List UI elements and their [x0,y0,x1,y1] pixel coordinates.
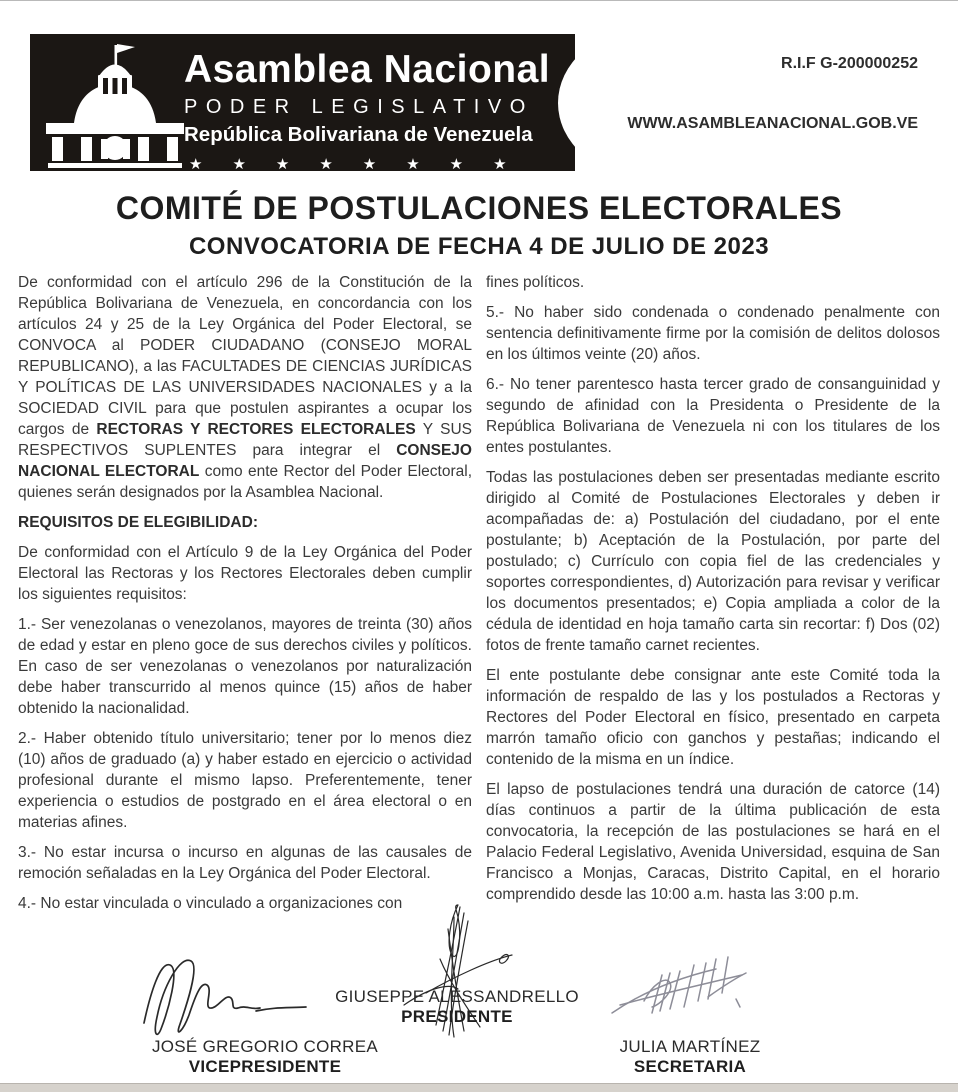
page-subtitle: CONVOCATORIA DE FECHA 4 DE JULIO DE 2023 [188,233,770,260]
rif-number: R.I.F G-200000252 [781,55,918,72]
stars-row: ★★★★★★★★ [189,155,537,171]
secretary-signature-scribble [608,947,780,1041]
page-bottom-edge [0,1083,958,1092]
assembly-title: Asamblea Nacional [184,48,551,91]
paragraph: De conformidad con el artículo 296 de la Constitución de la República Bolivariana de Venezuela, en concordancia con los artículos 24 y 25 de la Ley Orgánica del Poder Electoral, se CONVOCA al PODER CIUDADANO (CONSEJO MORAL REPUBLICANO), a las FACULTADES DE CIENCIAS JURÍDICAS Y POLÍTICAS DE LAS UNIVERSIDADES NACIONALES y a la SOCIEDAD CIVIL para que postulen aspirantes a ocupar los cargos de RECTORAS Y RECTORES ELECTORALES Y SUS RESPECTIVOS SUPLENTES para integrar el CONSEJO NACIONAL ELECTORAL como ente Rector del Poder Electoral, quienes serán designados por la Asamblea Nacional. [18,274,473,501]
banner-curve-decoration [558,34,575,171]
paragraph: 2.- Haber obtenido título universitario; tener por lo menos diez (10) años de graduado (a) y haber estado en ejercicio o actividad profesional durante el mismo lapso. Preferentemente, tener experiencia o estudios de postgrado en el área electoral o en materias afines. [18,730,472,831]
national-assembly-banner [30,34,575,171]
vicepresident-role: VICEPRESIDENTE [188,1057,342,1076]
paragraph: 1.- Ser venezolanas o venezolanos, mayores de treinta (30) años de edad y estar en pleno goce de sus derechos civiles y políticos. En caso de ser venezolanas o venezolanos por naturalización debe haber transcurrido al menos quince (15) años de haber obtenido la nacionalidad. [18,616,472,717]
left-column [18,272,472,923]
assembly-country: República Bolivariana de Venezuela [184,122,533,146]
flag-icon [117,44,135,53]
page-title: COMITÉ DE POSTULACIONES ELECTORALES [115,190,843,226]
paragraph: 5.- No haber sido condenada o condenado penalmente con sentencia definitivamente firme por la comisión de delitos dolosos en los últimos veinte (20) años. [486,304,940,363]
secretary-name: JULIA MARTÍNEZ [619,1037,761,1056]
signature-block-vicepresident [115,1037,415,1077]
paragraph: Todas las postulaciones deben ser presentadas mediante escrito dirigido al Comité de Postulaciones Electorales y deben ir acompañadas de: a) Postulación del ciudadano, por el ente postulante; b) Aceptación de la Postulación, por parte del postulado; c) Currículo con copia fiel de las credenciales y soportes correspondientes, d) Autorización para revisar y verificar los documentos presentados; e) Copia ampliada a color de la cédula de identidad en hoja tamaño carta sin recortar: f) Dos (02) fotos de frente tamaño carnet recientes. [486,469,940,654]
assembly-subtitle: PODER LEGISLATIVO [184,95,534,118]
paragraph: El ente postulante debe consignar ante este Comité toda la información de respaldo de las y los postulados a Rectoras y Rectores del Poder Electoral en físico, presentado en carpeta marrón tamaño oficio con ganchos y pestañas; indicando el contenido de la misma en un índice. [486,667,940,768]
capitol-building-icon [40,39,190,169]
president-name: GIUSEPPE ALESSANDRELLO [335,987,579,1006]
paragraph: 6.- No tener parentesco hasta tercer grado de consanguinidad y segundo de afinidad con la Presidenta o Presidente de la República Bolivariana de Venezuela ni con los titulares de los entes postulantes. [486,376,940,456]
signature-block-secretary [540,1037,840,1077]
website-url: WWW.ASAMBLEANACIONAL.GOB.VE [627,115,918,132]
secretary-role: SECRETARIA [633,1057,747,1076]
banner-text-block [184,48,551,171]
body-columns [18,272,940,923]
right-column [486,272,940,923]
vicepresident-signature-scribble [138,951,328,1043]
signature-block-president [307,987,607,1027]
paragraph: 3.- No estar incursa o incurso en algunas de las causales de remoción señaladas en la Ley Orgánica del Poder Electoral. [18,844,472,882]
paragraph: El lapso de postulaciones tendrá una duración de catorce (14) días continuos a partir de la última publicación de esta convocatoria, la recepción de las postulaciones se hará en el Palacio Federal Legislativo, Avenida Universidad, esquina de San Francisco a Monjas, Caracas, Distrito Capital, en el horario comprendido desde las 10:00 a.m. hasta las 3:00 p.m. [486,781,940,903]
paragraph: De conformidad con el Artículo 9 de la Ley Orgánica del Poder Electoral las Rectoras y los Rectores Electorales deben cumplir los siguientes requisitos: [18,544,472,603]
paragraph: 4.- No estar vinculada o vinculado a organizaciones con [18,895,403,912]
vicepresident-name: JOSÉ GREGORIO CORREA [151,1037,379,1056]
paragraph: fines políticos. [486,274,585,291]
section-heading: REQUISITOS DE ELEGIBILIDAD: [18,514,258,531]
president-role: PRESIDENTE [401,1007,513,1026]
